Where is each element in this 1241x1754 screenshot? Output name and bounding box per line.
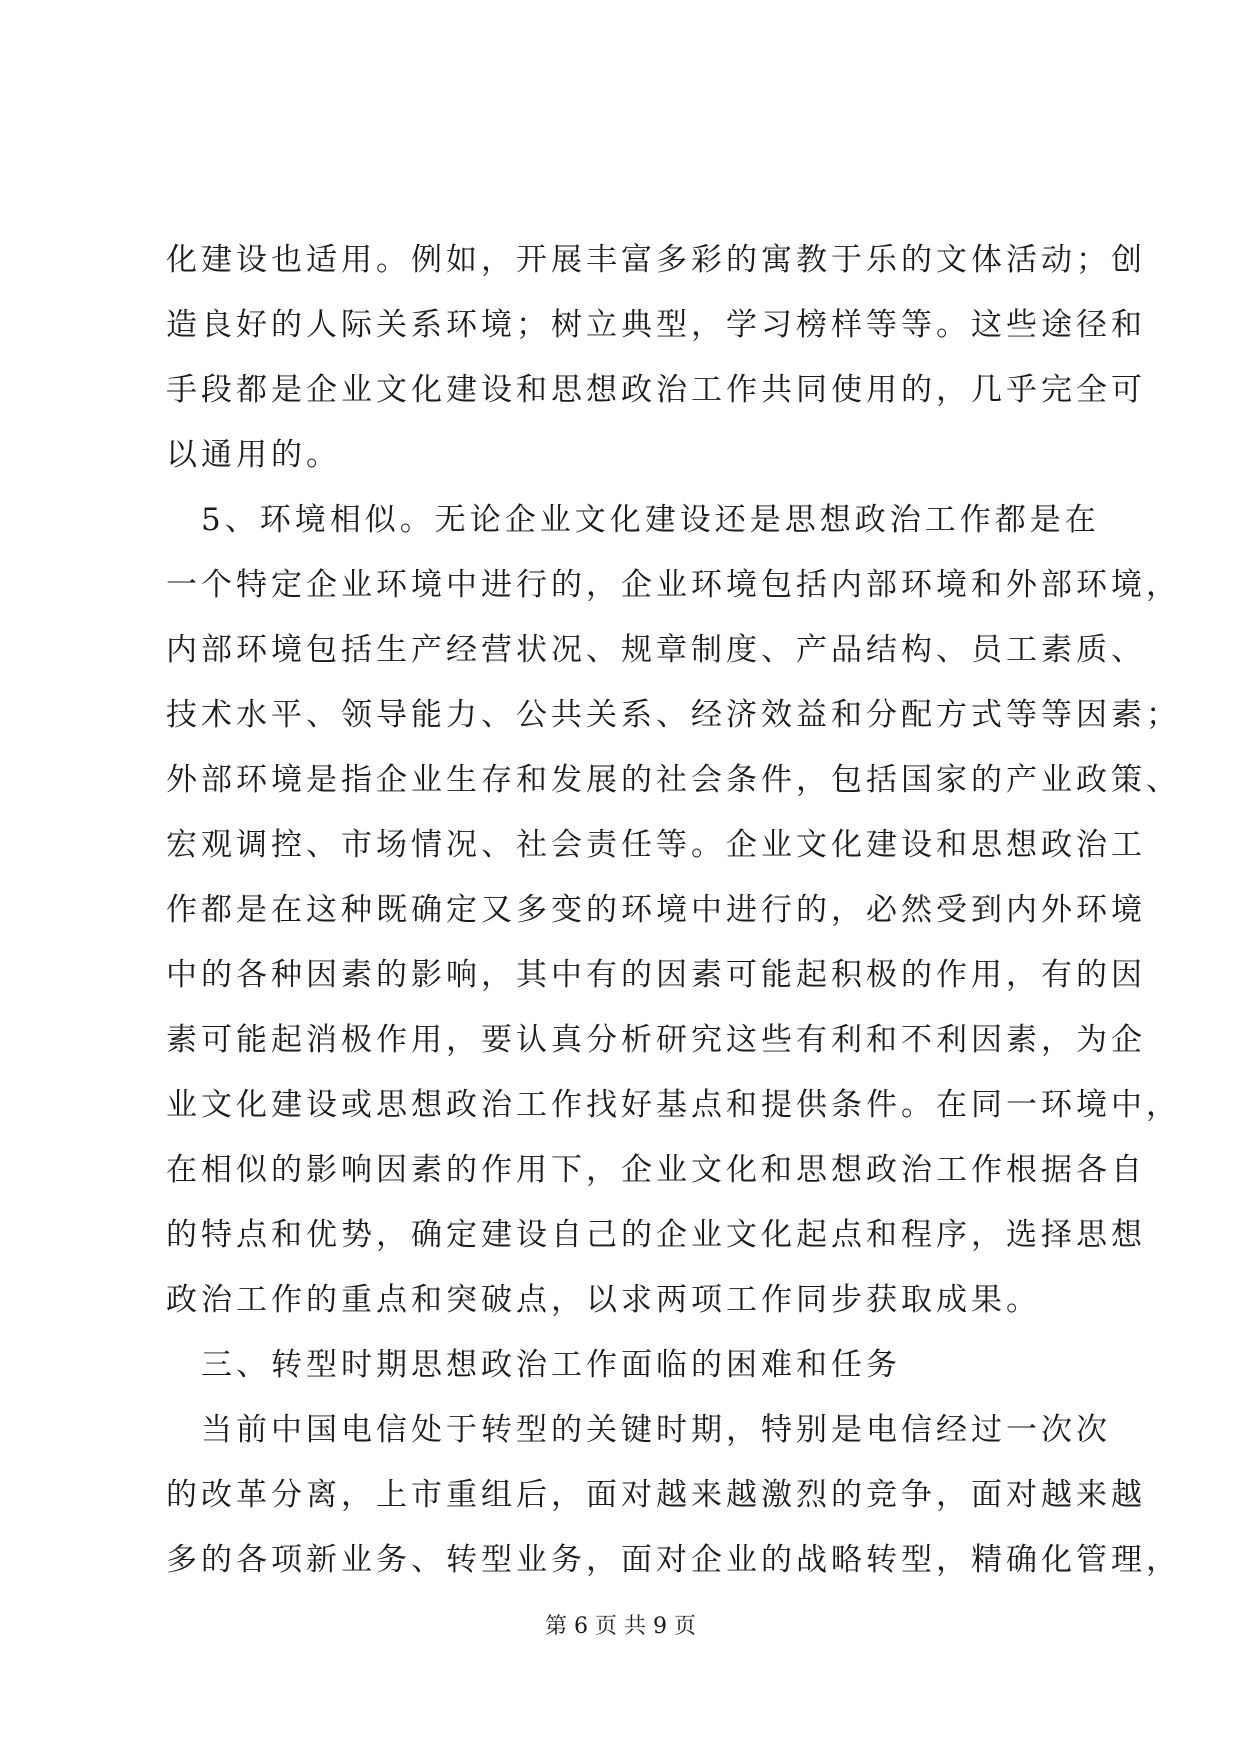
text-line: 中的各种因素的影响，其中有的因素可能起积极的作用，有的因 [166,957,1146,993]
text-line: 素可能起消极作用，要认真分析研究这些有利和不利因素，为企 [166,1022,1146,1058]
text-line: 在相似的影响因素的作用下，企业文化和思想政治工作根据各自 [166,1152,1146,1188]
text-line: 当前中国电信处于转型的关键时期，特别是电信经过一次次 [166,1412,1111,1448]
text-line: 业文化建设或思想政治工作找好基点和提供条件。在同一环境中， [166,1087,1181,1123]
text-line: 作都是在这种既确定又多变的环境中进行的，必然受到内外环境 [166,892,1146,928]
text-line: 技术水平、领导能力、公共关系、经济效益和分配方式等等因素； [166,697,1181,733]
text-line: 造良好的人际关系环境；树立典型，学习榜样等等。这些途径和 [166,307,1146,343]
text-line: 内部环境包括生产经营状况、规章制度、产品结构、员工素质、 [166,632,1146,668]
text-line: 宏观调控、市场情况、社会责任等。企业文化建设和思想政治工 [166,827,1146,863]
section-heading: 三、转型时期思想政治工作面临的困难和任务 [166,1347,901,1383]
text-line: 以通用的。 [166,437,341,473]
document-body [166,228,1181,1593]
text-line: 一个特定企业环境中进行的，企业环境包括内部环境和外部环境， [166,567,1181,603]
text-line: 手段都是企业文化建设和思想政治工作共同使用的，几乎完全可 [166,372,1146,408]
text-line: 化建设也适用。例如，开展丰富多彩的寓教于乐的文体活动；创 [166,242,1146,278]
text-line: 的特点和优势，确定建设自己的企业文化起点和程序，选择思想 [166,1217,1146,1253]
text-line: 外部环境是指企业生存和发展的社会条件，包括国家的产业政策、 [166,762,1181,798]
page-number-footer: 第 6 页 共 9 页 [545,1614,696,1639]
text-line: 5、环境相似。无论企业文化建设还是思想政治工作都是在 [166,502,1100,538]
text-line: 政治工作的重点和突破点，以求两项工作同步获取成果。 [166,1282,1041,1318]
text-line: 的改革分离，上市重组后，面对越来越激烈的竞争，面对越来越 [166,1477,1146,1513]
text-line: 多的各项新业务、转型业务，面对企业的战略转型，精确化管理， [166,1542,1181,1578]
